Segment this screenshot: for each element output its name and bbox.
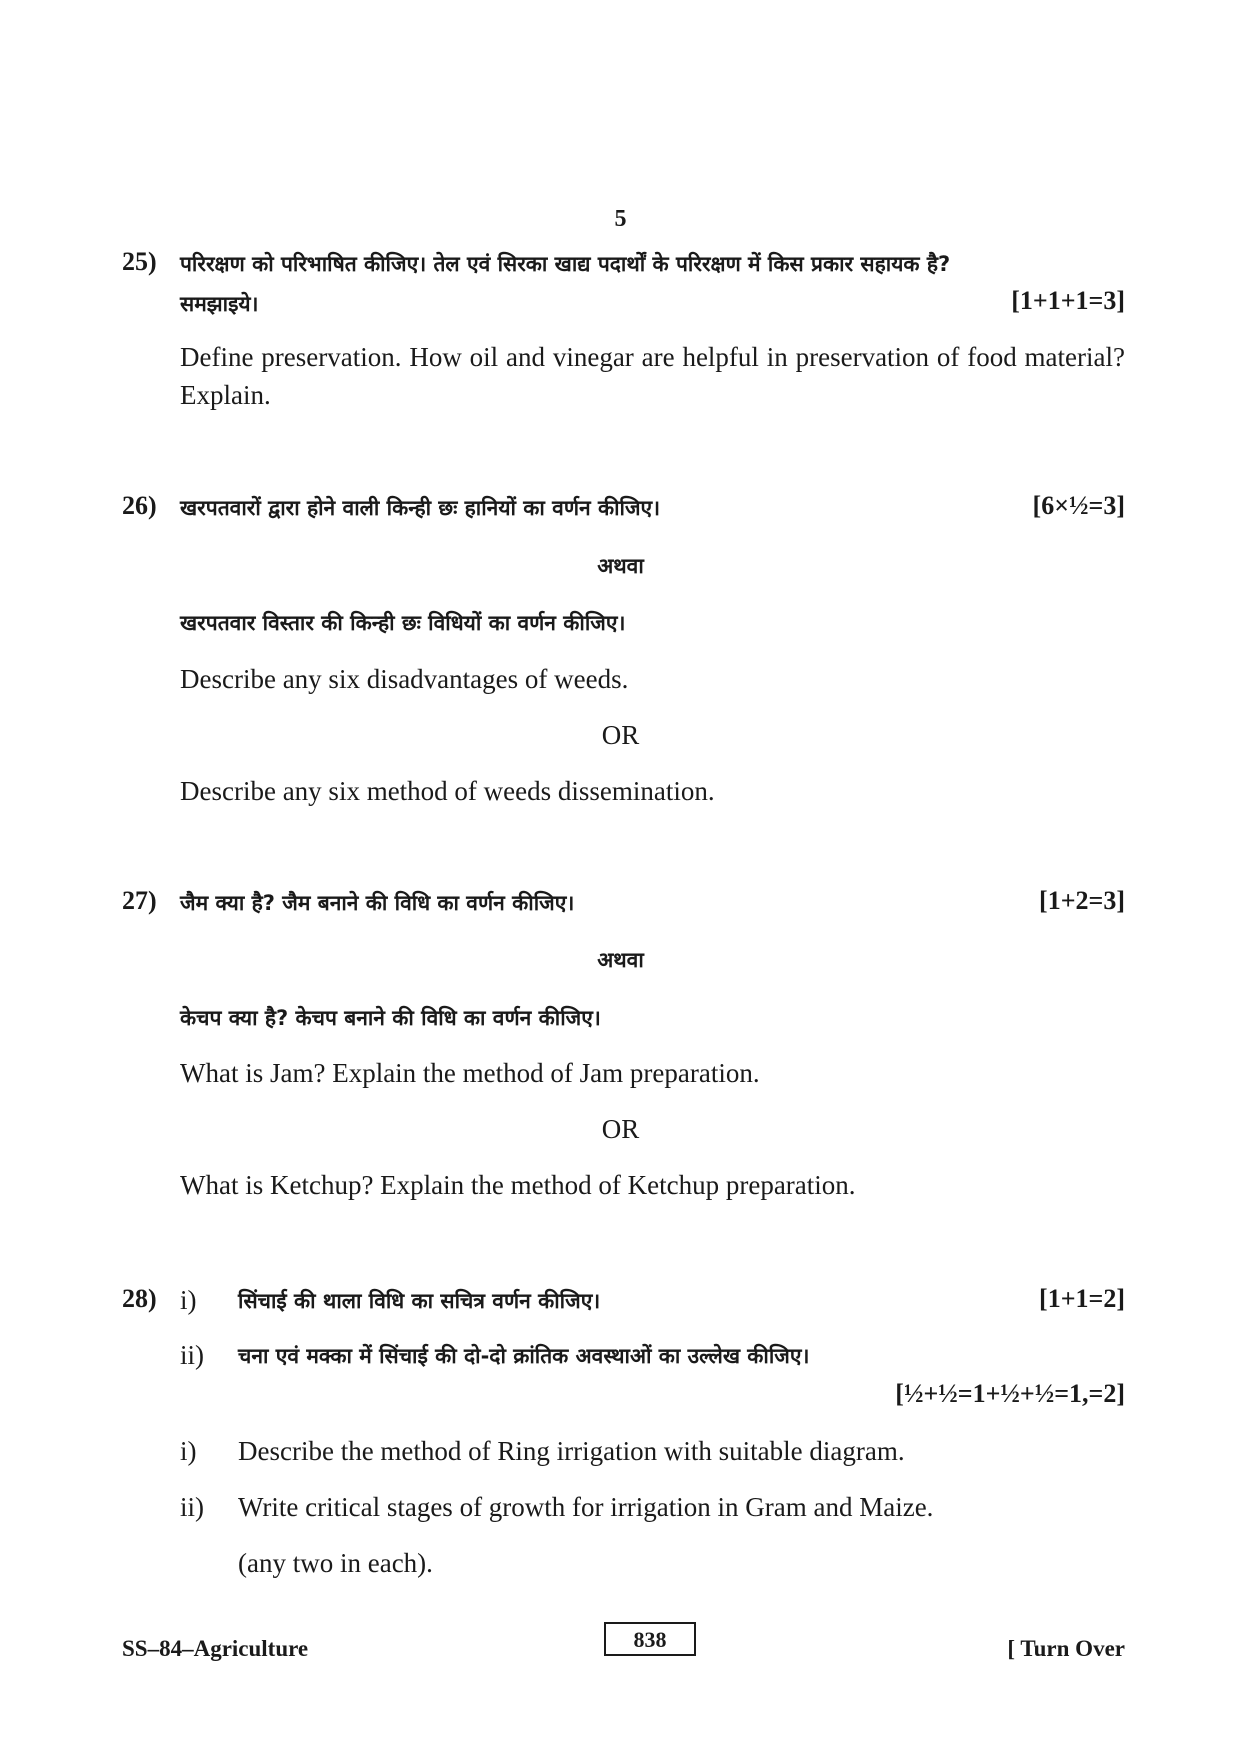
q27-hindi: जैम क्या है? जैम बनाने की विधि का वर्णन कीजिए। bbox=[180, 891, 575, 915]
q27-hindi-alt: केचप क्या है? केचप बनाने की विधि का वर्णन कीजिए। bbox=[180, 1006, 601, 1030]
q28-part1-hindi: सिंचाई की थाला विधि का सचित्र वर्णन कीजिए। bbox=[238, 1289, 601, 1313]
q26-hindi-alt: खरपतवार विस्तार की किन्ही छः विधियों का वर्णन कीजिए। bbox=[180, 611, 626, 635]
paper-code-box: 838 bbox=[604, 1622, 696, 1656]
q25-english: Define preservation. How oil and vinegar are helpful in preservation of food material? Explain. bbox=[180, 342, 1125, 410]
q26-marks: [6×½=3] bbox=[1032, 491, 1125, 520]
q28-part2-english: Write critical stages of growth for irrigation in Gram and Maize. bbox=[238, 1492, 934, 1522]
q28-part-label: ii) bbox=[180, 1340, 204, 1370]
q26-or-hindi: अथवा bbox=[597, 554, 644, 578]
q25-hindi-line2: समझाइये। bbox=[180, 292, 259, 316]
q28-part2-english-note: (any two in each). bbox=[238, 1548, 433, 1578]
q28-part-label: i) bbox=[180, 1436, 197, 1466]
question-number-28: 28) bbox=[122, 1284, 157, 1313]
q27-or-english: OR bbox=[601, 1114, 640, 1144]
question-number-26: 26) bbox=[122, 491, 157, 520]
q28-part-label: i) bbox=[180, 1285, 197, 1315]
q25-hindi-line1: परिरक्षण को परिभाषित कीजिए। तेल एवं सिरका खाद्य पदार्थों के परिरक्षण में किस प्रकार सहायक है? bbox=[180, 252, 951, 276]
subject-code: SS–84–Agriculture bbox=[122, 1636, 309, 1661]
question-number-27: 27) bbox=[122, 886, 157, 915]
q27-marks: [1+2=3] bbox=[1039, 886, 1125, 915]
q28-marks-2: [½+½=1+½+½=1,=2] bbox=[895, 1379, 1125, 1408]
turn-over-label: [ Turn Over bbox=[1007, 1636, 1125, 1661]
q25-marks: [1+1+1=3] bbox=[1011, 286, 1125, 315]
q26-or-english: OR bbox=[601, 720, 640, 750]
question-number-25: 25) bbox=[122, 247, 157, 276]
q26-english-alt: Describe any six method of weeds dissemination. bbox=[180, 776, 715, 806]
q28-part-label: ii) bbox=[180, 1492, 204, 1522]
q28-marks: [1+1=2] bbox=[1039, 1284, 1125, 1313]
q26-english: Describe any six disadvantages of weeds. bbox=[180, 664, 629, 694]
q27-or-hindi: अथवा bbox=[597, 948, 644, 972]
q27-english-alt: What is Ketchup? Explain the method of Ketchup preparation. bbox=[180, 1170, 856, 1200]
q28-part1-english: Describe the method of Ring irrigation with suitable diagram. bbox=[238, 1436, 905, 1466]
q27-english: What is Jam? Explain the method of Jam preparation. bbox=[180, 1058, 760, 1088]
q26-hindi: खरपतवारों द्वारा होने वाली किन्ही छः हानियों का वर्णन कीजिए। bbox=[180, 496, 661, 520]
q28-part2-hindi: चना एवं मक्का में सिंचाई की दो-दो क्रांतिक अवस्थाओं का उल्लेख कीजिए। bbox=[238, 1344, 810, 1368]
page-number: 5 bbox=[614, 206, 627, 232]
